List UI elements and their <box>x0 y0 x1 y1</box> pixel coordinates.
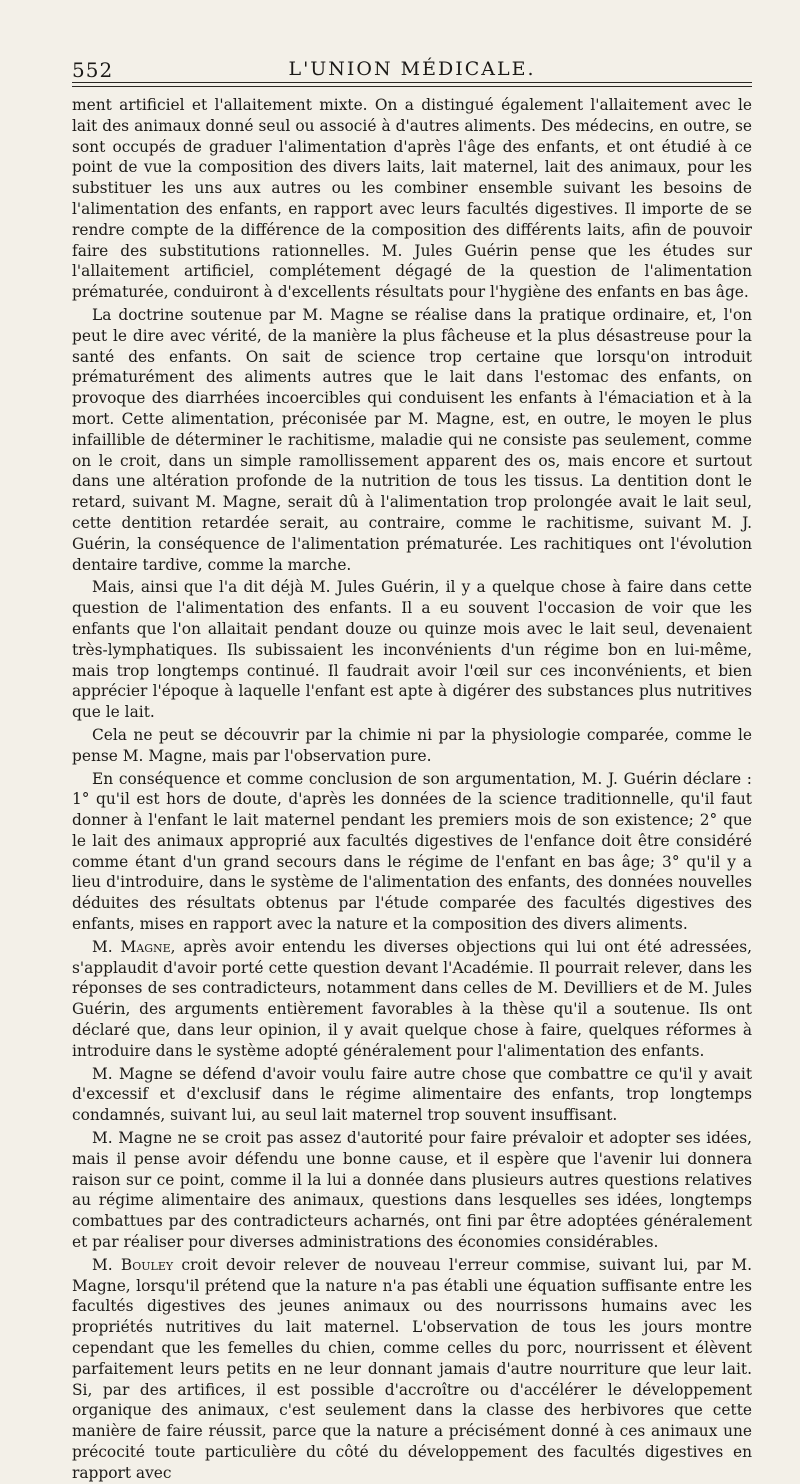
paragraph-8: M. Magne ne se croit pas assez d'autorité pour faire prévaloir et adopter ses idées, mais il pense avoir défendu une bonne cause, et il espère que l'avenir lui donnera raison sur ce point, comme il la lui a donnée dans plusieurs autres questions relatives au régime alimentaire des animaux, questions dans lesquelles ses idées, longtemps combattues par des contradicteurs acharnés, ont fini par être adoptées généralement et par réaliser pour diverses administrations des économies considérables. <box>72 1129 752 1252</box>
speaker-name: M. Bouley <box>92 1255 174 1274</box>
journal-title: L'UNION MÉDICALE. <box>288 58 536 80</box>
paragraph-7: M. Magne se défend d'avoir voulu faire autre chose que combattre ce qu'il y avait d'excessif et d'exclusif dans le régime alimentaire des enfants, trop longtemps condamnés, suivant lui, au seul lait maternel trop souvent insuffisant. <box>72 1064 752 1125</box>
header-rule <box>72 86 752 87</box>
paragraph-6: M. Magne, après avoir entendu les diverses objections qui lui ont été adressées, s'applaudit d'avoir porté cette question devant l'Académie. Il pourrait relever, dans les réponses de ses contradicteurs, notamment dans celles de M. Devilliers et de M. Jules Guérin, des arguments entièrement favorables à la thèse qu'il a soutenue. Ils ont déclaré que, dans leur opinion, il y avait quelque chose à faire, quelques réformes à introduire dans le système adopté généralement pour l'alimentation des enfants. <box>72 937 752 1060</box>
article-body <box>72 95 752 1484</box>
paragraph-1: ment artificiel et l'allaitement mixte. On a distingué également l'allaitement avec le lait des animaux donné seul ou associé à d'autres aliments. Des médecins, en outre, se sont occupés de graduer l'alimentation d'après l'âge des enfants, et ont étudié à ce point de vue la composition des divers laits, lait maternel, lait des animaux, pour les substituer les uns aux autres ou les combiner ensemble suivant les besoins de l'alimentation des enfants, en rapport avec leurs facultés digestives. Il importe de se rendre compte de la différence de la composition des différents laits, afin de pouvoir faire des substitutions rationnelles. M. Jules Guérin pense que les études sur l'allaitement artificiel, complétement dégagé de la question de l'alimentation prématurée, conduiront à d'excellents résultats pour l'hygiène des enfants en bas âge. <box>72 96 752 302</box>
page-number: 552 <box>72 58 114 82</box>
paragraph-4: Cela ne peut se découvrir par la chimie ni par la physiologie comparée, comme le pense M. Magne, mais par l'observation pure. <box>72 725 752 765</box>
paragraph-3: Mais, ainsi que l'a dit déjà M. Jules Guérin, il y a quelque chose à faire dans cette question de l'alimentation des enfants. Il a eu souvent l'occasion de voir que les enfants que l'on allaitait pendant douze ou quinze mois avec le lait seul, devenaient très-lymphatiques. Ils subissaient les inconvénients d'un régime bon en lui-même, mais trop longtemps continué. Il faudrait avoir l'œil sur ces inconvénients, et bien apprécier l'époque à laquelle l'enfant est apte à digérer des substances plus nutritives que le lait. <box>72 578 752 722</box>
paragraph-5: En conséquence et comme conclusion de son argumentation, M. J. Guérin déclare : 1° qu'il est hors de doute, d'après les données de la science traditionnelle, qu'il faut donner à l'enfant le lait maternel pendant les premiers mois de son existence; 2° que le lait des animaux approprié aux facultés digestives de l'enfance doit être considéré comme étant d'un grand secours dans le régime de l'enfant en bas âge; 3° qu'il y a lieu d'introduire, dans le système de l'alimentation des enfants, des données nouvelles déduites des résultats obtenus par l'étude comparée des facultés digestives des enfants, mises en rapport avec la nature et la composition des divers aliments. <box>72 769 752 934</box>
paragraph-2: La doctrine soutenue par M. Magne se réalise dans la pratique ordinaire, et, l'on peut le dire avec vérité, de la manière la plus fâcheuse et la plus désastreuse pour la santé des enfants. On sait de science trop certaine que lorsqu'on introduit prématurément des aliments autres que le lait dans l'estomac des enfants, on provoque des diarrhées incoercibles qui conduisent les enfants à l'émaciation et à la mort. Cette alimentation, préconisée par M. Magne, est, en outre, le moyen le plus infaillible de déterminer le rachitisme, maladie qui ne consiste pas seulement, comme on le croit, dans un simple ramollissement apparent des os, mais encore et surtout dans une altération profonde de la nutrition de tous les tissus. La dentition dont le retard, suivant M. Magne, serait dû à l'alimentation trop prolongée avait le lait seul, cette dentition retardée serait, au contraire, comme le rachitisme, suivant M. J. Guérin, la conséquence de l'alimentation prématurée. Les rachitiques ont l'évolution dentaire tardive, comme la marche. <box>72 305 752 574</box>
running-header <box>72 52 752 83</box>
speaker-name: M. Magne, <box>92 937 176 956</box>
paragraph-9: M. Bouley croit devoir relever de nouveau l'erreur commise, suivant lui, par M. Magne, lorsqu'il prétend que la nature n'a pas établi une équation suffisante entre les facultés digestives des jeunes animaux ou des nourrissons humains avec les propriétés nutritives du lait maternel. L'observation de tous les jours montre cependant que les femelles du chien, comme celles du porc, nourrissent et élèvent parfaitement leurs petits en ne leur donnant jamais d'autre nourriture que leur lait. Si, par des artifices, il est possible d'accroître ou d'accélérer le développement organique des animaux, c'est seulement dans la classe des herbivores que cette manière de faire réussit, parce que la nature a précisément donné à ces animaux une précocité toute particulière du côté du développement des facultés digestives en rapport avec <box>72 1255 752 1482</box>
